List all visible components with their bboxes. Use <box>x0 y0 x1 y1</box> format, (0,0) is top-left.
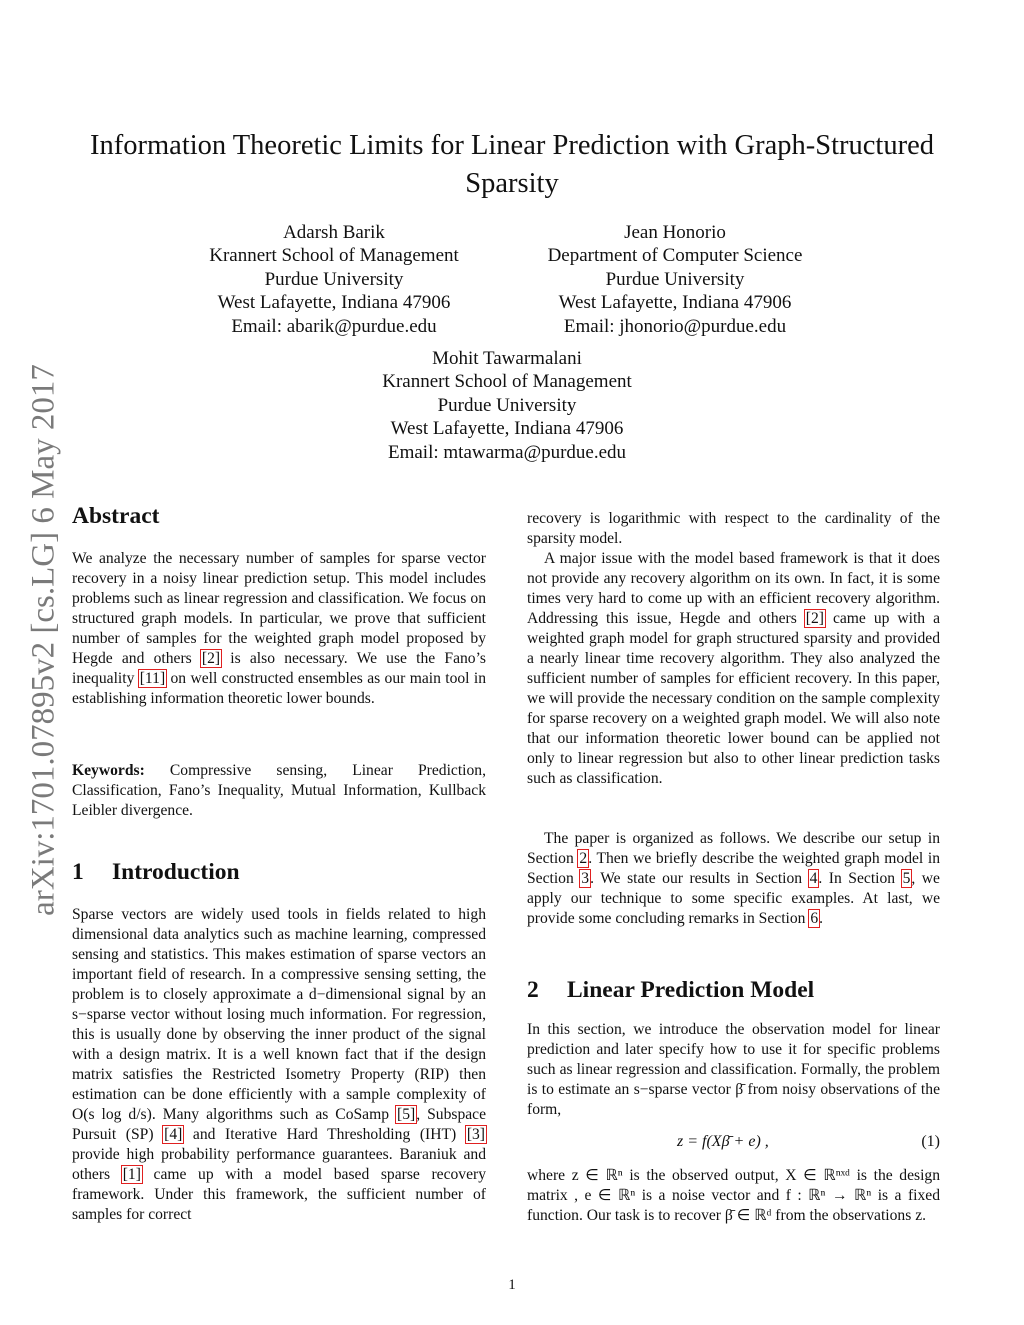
author-university: Purdue University <box>437 394 577 416</box>
section-number: 2 <box>527 977 539 1003</box>
author-name: Jean Honorio <box>624 222 726 243</box>
introduction-text <box>72 905 486 1225</box>
citation-link[interactable]: [2] <box>805 610 824 627</box>
intro-text-part: . In Section <box>818 870 902 887</box>
equation-number: (1) <box>921 1133 940 1150</box>
author-block-honorio <box>520 221 830 338</box>
intro-text-part: came up with a model based sparse recovery framework. Under this framework, the sufficient number of samples for correct <box>72 1166 486 1223</box>
author-email: Email: abarik@purdue.edu <box>231 315 437 337</box>
citation-link[interactable]: [4] <box>164 1126 183 1143</box>
author-block-barik <box>184 221 484 338</box>
abstract-text-part: on well constructed ensembles as our main tool in establishing information theoretic lower bounds. <box>72 670 486 707</box>
author-email: Email: mtawarma@purdue.edu <box>387 441 627 463</box>
citation-link[interactable]: [1] <box>122 1166 141 1183</box>
intro-text-part: , Subspace Pursuit (SP) <box>72 1106 487 1143</box>
section-link[interactable]: 5 <box>902 870 911 887</box>
section-link[interactable]: 3 <box>581 870 590 887</box>
keywords-list: Compressive sensing, Linear Prediction, Classification, Fano’s Inequality, Mutual Information, Kullback Leibler divergence. <box>72 762 486 819</box>
citation-link[interactable]: [2] <box>201 650 221 667</box>
author-name: Adarsh Barik <box>283 222 385 243</box>
citation-link[interactable]: [3] <box>466 1126 485 1143</box>
intro-text-part: . Then we briefly describe the weighted graph model in Section <box>527 850 940 887</box>
introduction-paragraph-2 <box>527 549 940 789</box>
author-email: Email: jhonorio@purdue.edu <box>563 315 787 337</box>
keywords <box>72 761 486 821</box>
linear-model-paragraph-1: In this section, we introduce the observation model for linear prediction and later specify how to use it for specific problems such as linear regression and classification. Formally, the problem is to estimate an s−sparse vector β̄ from noisy observations of the form, <box>527 1021 940 1118</box>
abstract-text <box>72 549 486 709</box>
author-address: West Lafayette, Indiana 47906 <box>390 418 624 440</box>
citation-link[interactable]: [5] <box>397 1106 416 1123</box>
equation-body: z = f(Xβ̄ + e) , <box>677 1133 769 1150</box>
page-number: 1 <box>508 1277 516 1293</box>
citation-link[interactable]: [11] <box>139 670 166 687</box>
author-address: West Lafayette, Indiana 47906 <box>558 292 792 314</box>
abstract-text-part: We analyze the necessary number of samples for sparse vector recovery in a noisy linear prediction setup. This model includes problems such as linear regression and classification. We focus on structured graph models. In particular, we prove that sufficient number of samples for the weighted graph model proposed by Hegde and others <box>72 550 486 667</box>
author-department: Krannert School of Management <box>209 245 459 267</box>
section-title: Introduction <box>112 859 240 885</box>
author-block-tawarmalani <box>352 347 662 464</box>
author-university: Purdue University <box>605 268 745 290</box>
section-link[interactable]: 2 <box>579 850 588 867</box>
introduction-paragraph-3 <box>527 829 940 929</box>
author-address: West Lafayette, Indiana 47906 <box>217 292 451 314</box>
intro-text-part: . We state our results in Section <box>590 870 809 887</box>
section-title: Linear Prediction Model <box>567 977 815 1003</box>
linear-model-paragraph-2: where z ∈ ℝⁿ is the observed output, X ∈ ℝⁿˣᵈ is the design matrix , e ∈ ℝⁿ is a noise vector and f : ℝⁿ → ℝⁿ is a fixed function. Our task is to recover β̄ ∈ ℝᵈ from the observations z. <box>527 1167 940 1224</box>
intro-text-part: Sparse vectors are widely used tools in fields related to high dimensional data analytics such as machine learning, compressed sensing and statistics. This makes estimation of sparse vectors an important field of research. In a compressive sensing setting, the problem is to closely approximate a d−dimensional signal by an s−sparse vector without losing much information. For regression, this is usually done by observing the inner product of the signal with a design matrix. It is a well known fact that if the design matrix satisfies the Restricted Isometry Property (RIP) then estimation can be done efficiently with a sample complexity of O(s log d/s). Many algorithms such as CoSamp <box>72 906 486 1123</box>
abstract-text-part: is also necessary. We use the Fano’s inequality <box>72 650 486 687</box>
section-number: 1 <box>72 859 84 885</box>
intro-text-part: The paper is organized as follows. We describe our setup in Section <box>527 830 940 867</box>
author-name: Mohit Tawarmalani <box>432 348 582 369</box>
author-university: Purdue University <box>264 268 404 290</box>
intro-text-part: A major issue with the model based framework is that it does not provide any recovery algorithm on its own. In fact, it is some times very hard to come up with an efficient recovery algorithm. Addressing this issue, Hegde and others <box>527 550 940 627</box>
keywords-label: Keywords: <box>72 762 145 779</box>
author-department: Department of Computer Science <box>547 245 803 267</box>
intro-text-part: , we apply our technique to some specific examples. At last, we provide some concluding remarks in Section <box>527 870 940 927</box>
intro-text-part: . <box>819 910 824 927</box>
abstract-heading: Abstract <box>72 503 160 529</box>
section-heading-introduction <box>72 859 240 886</box>
author-department: Krannert School of Management <box>382 371 632 393</box>
section-link[interactable]: 4 <box>809 870 818 887</box>
intro-text-part: provide high probability performance guarantees. Baraniuk and others <box>72 1146 486 1183</box>
paper-title: Information Theoretic Limits for Linear Prediction with Graph-Structured Sparsity <box>90 130 934 199</box>
arxiv-stamp: arXiv:1701.07895v2 [cs.LG] 6 May 2017 <box>25 364 62 916</box>
intro-text-part: and Iterative Hard Thresholding (IHT) <box>183 1126 466 1143</box>
section-link[interactable]: 6 <box>810 910 819 927</box>
section-heading-linear-prediction-model <box>527 977 814 1004</box>
introduction-continued: recovery is logarithmic with respect to the cardinality of the sparsity model. <box>527 510 940 547</box>
intro-text-part: came up with a weighted graph model for graph structured sparsity and provided a nearly linear time recovery algorithm. They also analyzed the sufficient number of samples for efficient recovery. In this paper, we will provide the necessary condition on the sample complexity for sparse recovery on a weighted graph model. We will also note that our information theoretic lower bound can be applied not only to linear regression but also to other linear prediction tasks such as classification. <box>527 610 940 787</box>
